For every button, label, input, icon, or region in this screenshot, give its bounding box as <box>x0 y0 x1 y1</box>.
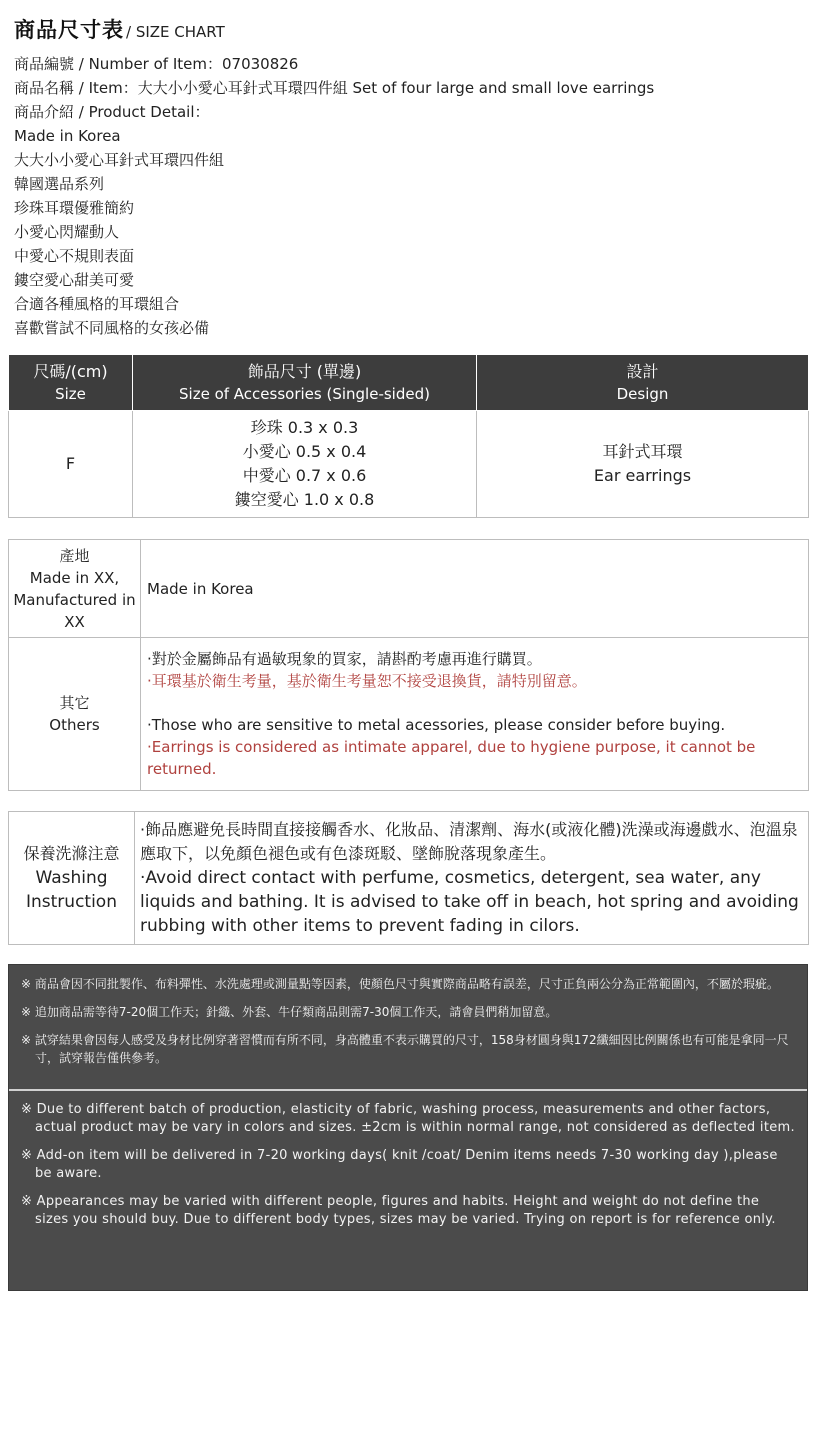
note-delivery-zh: ※ 追加商品需等待7-20個工作天；針織、外套、牛仔類商品則需7-30個工作天，請會員們稍加留意。 <box>21 1005 558 1019</box>
detail-line: 珍珠耳環優雅簡約 <box>14 199 135 217</box>
others-content <box>141 638 809 791</box>
washing-content <box>135 812 809 945</box>
detail-line: 韓國選品系列 <box>14 175 105 193</box>
others-allergy-zh: ·對於金屬飾品有過敏現象的買家，請斟酌考慮再進行購買。 <box>147 650 542 668</box>
design-cell <box>477 411 809 518</box>
others-allergy-en: ·Those who are sensitive to metal acessories, please consider before buying. <box>147 716 726 734</box>
dimension-hollow-heart: 鏤空愛心 1.0 x 0.8 <box>234 490 375 509</box>
accessory-size-header-en: Size of Accessories (Single-sided) <box>179 384 430 403</box>
detail-line: 小愛心閃耀動人 <box>14 223 120 241</box>
item-number-line: 商品編號 / Number of Item：07030826 <box>14 55 299 73</box>
detail-line: Made in Korea <box>14 127 121 145</box>
item-name-line: 商品名稱 / Item：大大小小愛心耳針式耳環四件組 Set of four large and small love earrings <box>14 79 655 97</box>
origin-value: Made in Korea <box>141 540 809 638</box>
washing-label-zh: 保養洗滌注意 <box>23 844 120 863</box>
design-header-zh: 設計 <box>626 361 659 381</box>
note-color-size-en: ※ Due to different batch of production, elasticity of fabric, washing process, measurements and other factors, actual product may be vary in colors and sizes. ±2cm is within normal range, not considered as deflected item. <box>21 1102 795 1135</box>
table-row <box>9 411 809 518</box>
washing-label-en: Washing Instruction <box>26 868 117 912</box>
accessory-size-header-zh: 飾品尺寸 (單邊) <box>247 361 362 381</box>
note-color-size-zh: ※ 商品會因不同批製作、布料彈性、水洗處理或測量點等因素，使顏色尺寸與實際商品略有誤差，尺寸正負兩公分為正常範圍內，不屬於瑕疵。 <box>21 977 779 991</box>
washing-label-cell <box>9 812 135 945</box>
notes-en <box>9 1089 807 1251</box>
washing-text-en: ·Avoid direct contact with perfume, cosmetics, detergent, sea water, any liquids and bathing. It is advised to take off in beach, hot spring and avoiding rubbing with other items to prevent fading in cilors. <box>140 868 799 936</box>
notes-zh <box>9 965 807 1089</box>
washing-table <box>8 811 809 945</box>
product-info <box>14 52 804 340</box>
page-subtitle: / SIZE CHART <box>126 23 225 41</box>
origin-label-cell <box>9 540 141 638</box>
washing-text-zh: ·飾品應避免長時間直接接觸香水、化妝品、清潔劑、海水(或液化體)洗澡或海邊戲水、泡溫泉應取下，以免顏色褪色或有色漆斑駁、墜飾脫落現象產生。 <box>140 820 798 863</box>
others-return-en: ·Earrings is considered as intimate apparel, due to hygiene purpose, it cannot be returned. <box>147 738 756 778</box>
note-delivery-en: ※ Add-on item will be delivered in 7-20 working days( knit /coat/ Denim items needs 7-30 working day ),please be aware. <box>21 1148 778 1181</box>
design-en: Ear earrings <box>593 466 692 485</box>
detail-line: 喜歡嘗試不同風格的女孩必備 <box>14 319 210 337</box>
note-fitting-en: ※ Appearances may be varied with different people, figures and habits. Height and weight do not define the sizes you should buy. Due to different body types, sizes may be varied. Trying on report is for reference only. <box>21 1194 776 1227</box>
others-row <box>9 638 809 791</box>
others-label-en: Others <box>49 716 100 734</box>
notes-panel <box>8 964 808 1291</box>
detail-line: 大大小小愛心耳針式耳環四件組 <box>14 151 225 169</box>
detail-line: 鏤空愛心甜美可愛 <box>14 271 135 289</box>
size-header-zh: 尺碼/(cm) <box>33 361 108 381</box>
accessory-size-column-header <box>133 355 477 411</box>
others-label-cell <box>9 638 141 791</box>
page-header <box>14 14 225 44</box>
detail-line: 合適各種風格的耳環組合 <box>14 295 180 313</box>
dimension-pearl: 珍珠 0.3 x 0.3 <box>250 418 359 437</box>
origin-others-table <box>8 539 809 791</box>
dimension-small-heart: 小愛心 0.5 x 0.4 <box>242 442 367 461</box>
origin-label-en: Made in XX, Manufactured in XX <box>13 568 136 631</box>
size-column-header <box>9 355 133 411</box>
others-label-zh: 其它 <box>59 694 90 712</box>
design-header-en: Design <box>616 384 669 403</box>
washing-row <box>9 812 809 945</box>
dimensions-cell <box>133 411 477 518</box>
dimension-medium-heart: 中愛心 0.7 x 0.6 <box>242 466 367 485</box>
size-table-header-row <box>9 355 809 411</box>
note-fitting-zh: ※ 試穿結果會因每人感受及身材比例穿著習慣而有所不同，身高體重不表示購買的尺寸，158身材圓身與172纖細因比例關係也有可能是拿同一尺寸，試穿報告僅供參考。 <box>21 1033 789 1065</box>
page-title: 商品尺寸表 <box>14 18 124 42</box>
design-column-header <box>477 355 809 411</box>
size-cell: F <box>9 411 133 518</box>
origin-row <box>9 540 809 638</box>
size-table <box>8 354 809 518</box>
others-return-zh: ·耳環基於衛生考量，基於衛生考量恕不接受退換貨，請特別留意。 <box>147 672 587 690</box>
origin-label-zh: 產地 <box>59 546 90 565</box>
product-detail-heading: 商品介紹 / Product Detail： <box>14 103 210 121</box>
design-zh: 耳針式耳環 <box>602 442 683 461</box>
detail-line: 中愛心不規則表面 <box>14 247 135 265</box>
size-header-en: Size <box>55 384 86 403</box>
